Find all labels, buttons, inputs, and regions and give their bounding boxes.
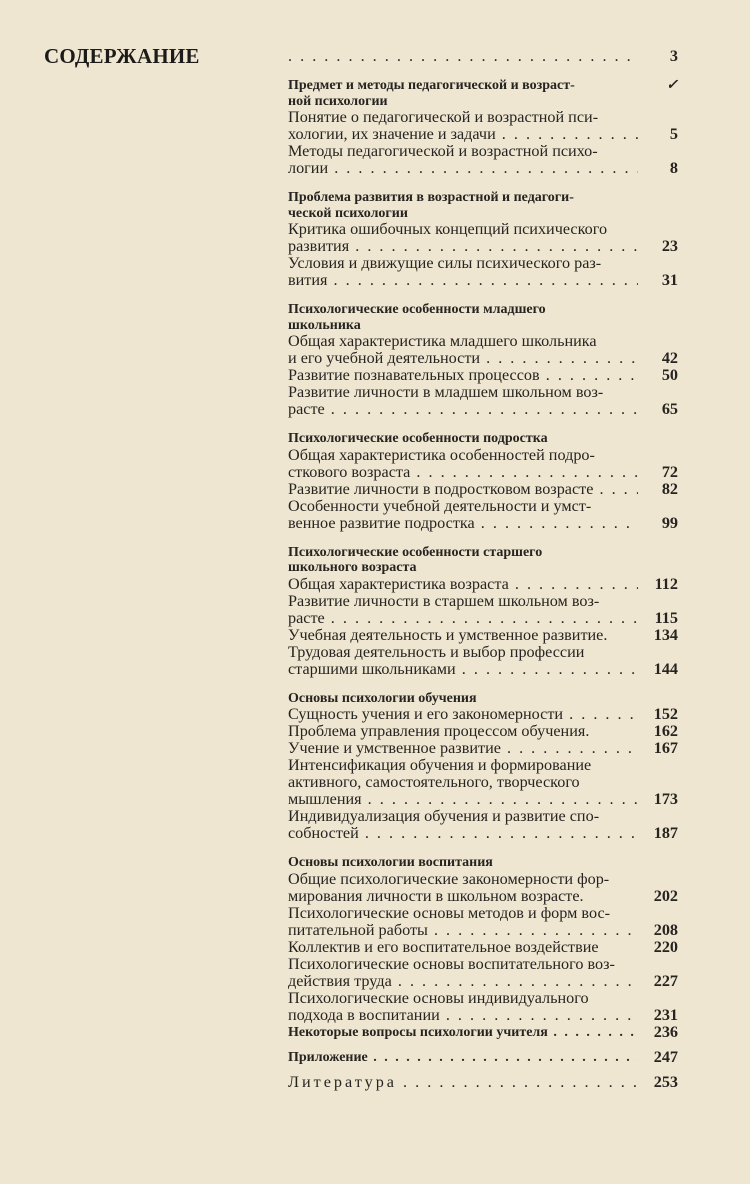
section-heading xyxy=(288,78,678,109)
entry-text-line: Критика ошибочных концепций психического xyxy=(288,220,608,238)
entry-row xyxy=(288,160,678,177)
section-title-line: ной психологии xyxy=(288,93,388,109)
section-title xyxy=(288,691,638,707)
section-heading xyxy=(288,190,678,221)
section-title-line: Основы психологии воспитания xyxy=(288,855,493,870)
entry-text-line: Трудовая деятельность и выбор профессии xyxy=(288,642,585,661)
entry-row xyxy=(288,576,678,593)
toc-entry xyxy=(288,627,678,644)
toc-entry xyxy=(288,384,678,418)
entry-title: Приложение . . . xyxy=(288,1049,638,1066)
entry-text-line: Развитие личности в младшем школьном воз- xyxy=(288,383,604,401)
toc-entry xyxy=(288,333,678,367)
page-number: 5 xyxy=(669,125,678,143)
entry-row xyxy=(288,238,678,255)
page-number: 236 xyxy=(653,1022,678,1041)
toc-entry xyxy=(288,221,678,255)
entry-row xyxy=(288,610,678,627)
entry-text-line: Развитие личности в старшем школьном воз- xyxy=(288,591,600,610)
entry-row xyxy=(288,661,678,678)
entry-title: питательной работы . . . xyxy=(288,922,638,939)
toc-entry xyxy=(288,905,678,939)
entry-row xyxy=(288,939,678,956)
toc-entry xyxy=(288,255,678,289)
entry-text-line: Понятие о педагогической и возрастной пси- xyxy=(288,108,599,126)
toc-entry xyxy=(288,644,678,678)
entry-title: Развитие личности в подростковом возрасте . . . xyxy=(288,481,638,498)
section-title xyxy=(288,302,638,333)
toc-entry xyxy=(288,367,678,384)
page-title: СОДЕРЖАНИЕ xyxy=(44,44,200,68)
entry-row xyxy=(288,1049,678,1066)
page-number: 247 xyxy=(653,1047,678,1066)
toc-entry xyxy=(288,481,678,498)
page-number: 202 xyxy=(653,886,678,905)
page-number: 3 xyxy=(669,47,678,65)
page-number: 173 xyxy=(653,790,678,808)
page-number: 144 xyxy=(653,659,678,678)
section-title-line: Психологические особенности старшего xyxy=(288,544,543,560)
entry-text-line: Общая характеристика младшего школьника xyxy=(288,332,597,350)
entry-text-line: Общая характеристика особенностей подро- xyxy=(288,445,595,464)
toc-entry xyxy=(288,956,678,990)
toc-entry xyxy=(288,593,678,627)
entry-title: Некоторые вопросы психологии учителя . . . xyxy=(288,1024,638,1041)
section-title-line: школьника xyxy=(288,317,361,333)
toc-entry xyxy=(288,723,678,740)
page-number: 162 xyxy=(653,722,678,740)
entry-text-line: активного, самостоятельного, творческого xyxy=(288,773,580,791)
toc-entry xyxy=(288,109,678,143)
entry-row xyxy=(288,1024,678,1041)
toc-entry xyxy=(288,871,678,905)
section-title-line: Проблема развития в возрастной и педагоги- xyxy=(288,190,574,205)
entry-title: хологии, их значение и задачи . . . xyxy=(288,126,638,143)
entry-title: вития . . . xyxy=(288,272,638,289)
entry-title: и его учебной деятельности . . . xyxy=(288,350,638,367)
entry-row xyxy=(288,350,678,367)
section-heading xyxy=(288,691,678,707)
entry-text-line: Условия и движущие силы психического раз- xyxy=(288,254,602,272)
toc-entry xyxy=(288,757,678,808)
entry-title: венное развитие подростка . . . xyxy=(288,515,638,532)
toc-entry xyxy=(288,143,678,177)
toc-entry xyxy=(288,706,678,723)
entry-row xyxy=(288,481,678,498)
entry-text-line: Психологические основы индивидуального xyxy=(288,988,589,1007)
entry-title: Развитие познавательных процессов . . . xyxy=(288,367,638,384)
entry-title: Литература . . . xyxy=(288,1074,638,1091)
section-title-line: ческой психологии xyxy=(288,205,408,221)
entry-row xyxy=(288,627,678,644)
entry-title: Коллектив и его воспитательное воздействие xyxy=(288,937,599,956)
entry-row xyxy=(288,791,678,808)
page-number: 231 xyxy=(653,1005,678,1024)
entry-title: сткового возраста . . . xyxy=(288,464,638,481)
entry-title: расте . . . xyxy=(288,401,638,418)
section-heading xyxy=(288,545,678,576)
section-title-line: Психологические особенности подростка xyxy=(288,431,548,446)
toc-entry xyxy=(288,808,678,842)
entry-text-line: Особенности учебной деятельности и умст- xyxy=(288,496,592,515)
toc-entry xyxy=(288,990,678,1024)
section-heading xyxy=(288,855,678,871)
section-title-line: Основы психологии обучения xyxy=(288,690,477,706)
toc-entry xyxy=(288,1024,678,1041)
toc-entry xyxy=(288,576,678,593)
toc-entry xyxy=(288,740,678,757)
entry-title xyxy=(288,48,638,65)
entry-text-line: Интенсификация обучения и формирование xyxy=(288,756,592,774)
section-title xyxy=(288,855,638,871)
entry-row xyxy=(288,401,678,418)
entry-text-line: Общие психологические закономерности фор- xyxy=(288,869,610,888)
section-title-line: Предмет и методы педагогической и возраст- xyxy=(288,78,575,93)
section-title xyxy=(288,78,638,109)
entry-title: Учение и умственное развитие . . . xyxy=(288,740,638,757)
check-mark: ✓ xyxy=(666,78,678,93)
entry-row xyxy=(288,922,678,939)
entry-title: логии . . . xyxy=(288,160,638,177)
toc-entry xyxy=(288,1074,678,1091)
entry-row xyxy=(288,706,678,723)
entry-title: мирования личности в школьном возрасте. xyxy=(288,886,584,905)
section-title-line: Психологические особенности младшего xyxy=(288,302,546,317)
entry-row xyxy=(288,126,678,143)
page-number: 23 xyxy=(661,237,678,255)
entry-text-line: Методы педагогической и возрастной психо- xyxy=(288,142,598,160)
entry-row xyxy=(288,367,678,384)
table-of-contents xyxy=(288,48,678,1091)
page-number: 152 xyxy=(653,705,678,723)
entry-row xyxy=(288,515,678,532)
page-number: 220 xyxy=(653,937,678,956)
section-heading xyxy=(288,431,678,447)
entry-row xyxy=(288,740,678,757)
entry-title: старшими школьниками . . . xyxy=(288,661,638,678)
entry-title: Сущность учения и его закономерности . . . xyxy=(288,706,638,723)
page-number: 82 xyxy=(661,479,678,498)
entry-text-line: Психологические основы методов и форм вос- xyxy=(288,903,611,922)
toc-entry xyxy=(288,1049,678,1066)
entry-title: Проблема управления процессом обучения. xyxy=(288,722,590,740)
toc-entry xyxy=(288,939,678,956)
section-title-line: школьного возраста xyxy=(288,560,417,575)
page-number: 31 xyxy=(661,271,678,289)
page-number: 72 xyxy=(661,462,678,481)
page-number: 208 xyxy=(653,920,678,939)
page-number: 167 xyxy=(653,739,678,757)
page-number: 112 xyxy=(654,574,678,593)
section-title xyxy=(288,190,638,221)
entry-text-line: Психологические основы воспитательного воз- xyxy=(288,954,615,973)
entry-text-line: Индивидуализация обучения и развитие спо- xyxy=(288,807,600,825)
page-number: 42 xyxy=(661,349,678,367)
entry-title: развития . . . xyxy=(288,238,638,255)
section-heading xyxy=(288,302,678,333)
entry-row xyxy=(288,48,678,65)
entry-title: действия труда . . . xyxy=(288,973,638,990)
entry-title: Общая характеристика возраста . . . xyxy=(288,576,638,593)
toc-entry xyxy=(288,48,678,65)
entry-row xyxy=(288,272,678,289)
entry-row xyxy=(288,1074,678,1091)
page-number: 253 xyxy=(653,1072,678,1091)
entry-title: расте . . . xyxy=(288,610,638,627)
entry-row xyxy=(288,973,678,990)
page-number: 50 xyxy=(661,366,678,384)
page-number: 99 xyxy=(661,513,678,532)
page-number: 8 xyxy=(669,159,678,177)
entry-title: собностей . . . xyxy=(288,825,638,842)
entry-row xyxy=(288,1007,678,1024)
page-number: 65 xyxy=(661,400,678,418)
entry-title: Учебная деятельность и умственное развитие. xyxy=(288,625,608,644)
toc-entry xyxy=(288,447,678,481)
entry-row xyxy=(288,825,678,842)
entry-row xyxy=(288,723,678,740)
section-title xyxy=(288,545,638,576)
entry-title: мышления . . . xyxy=(288,791,638,808)
page-number: 115 xyxy=(654,608,678,627)
entry-row xyxy=(288,464,678,481)
section-title xyxy=(288,431,638,447)
page-number: 187 xyxy=(653,824,678,842)
page-number: 227 xyxy=(653,971,678,990)
entry-row xyxy=(288,888,678,905)
toc-entry xyxy=(288,498,678,532)
entry-title: подхода в воспитании . . . xyxy=(288,1007,638,1024)
page-number: 134 xyxy=(653,625,678,644)
